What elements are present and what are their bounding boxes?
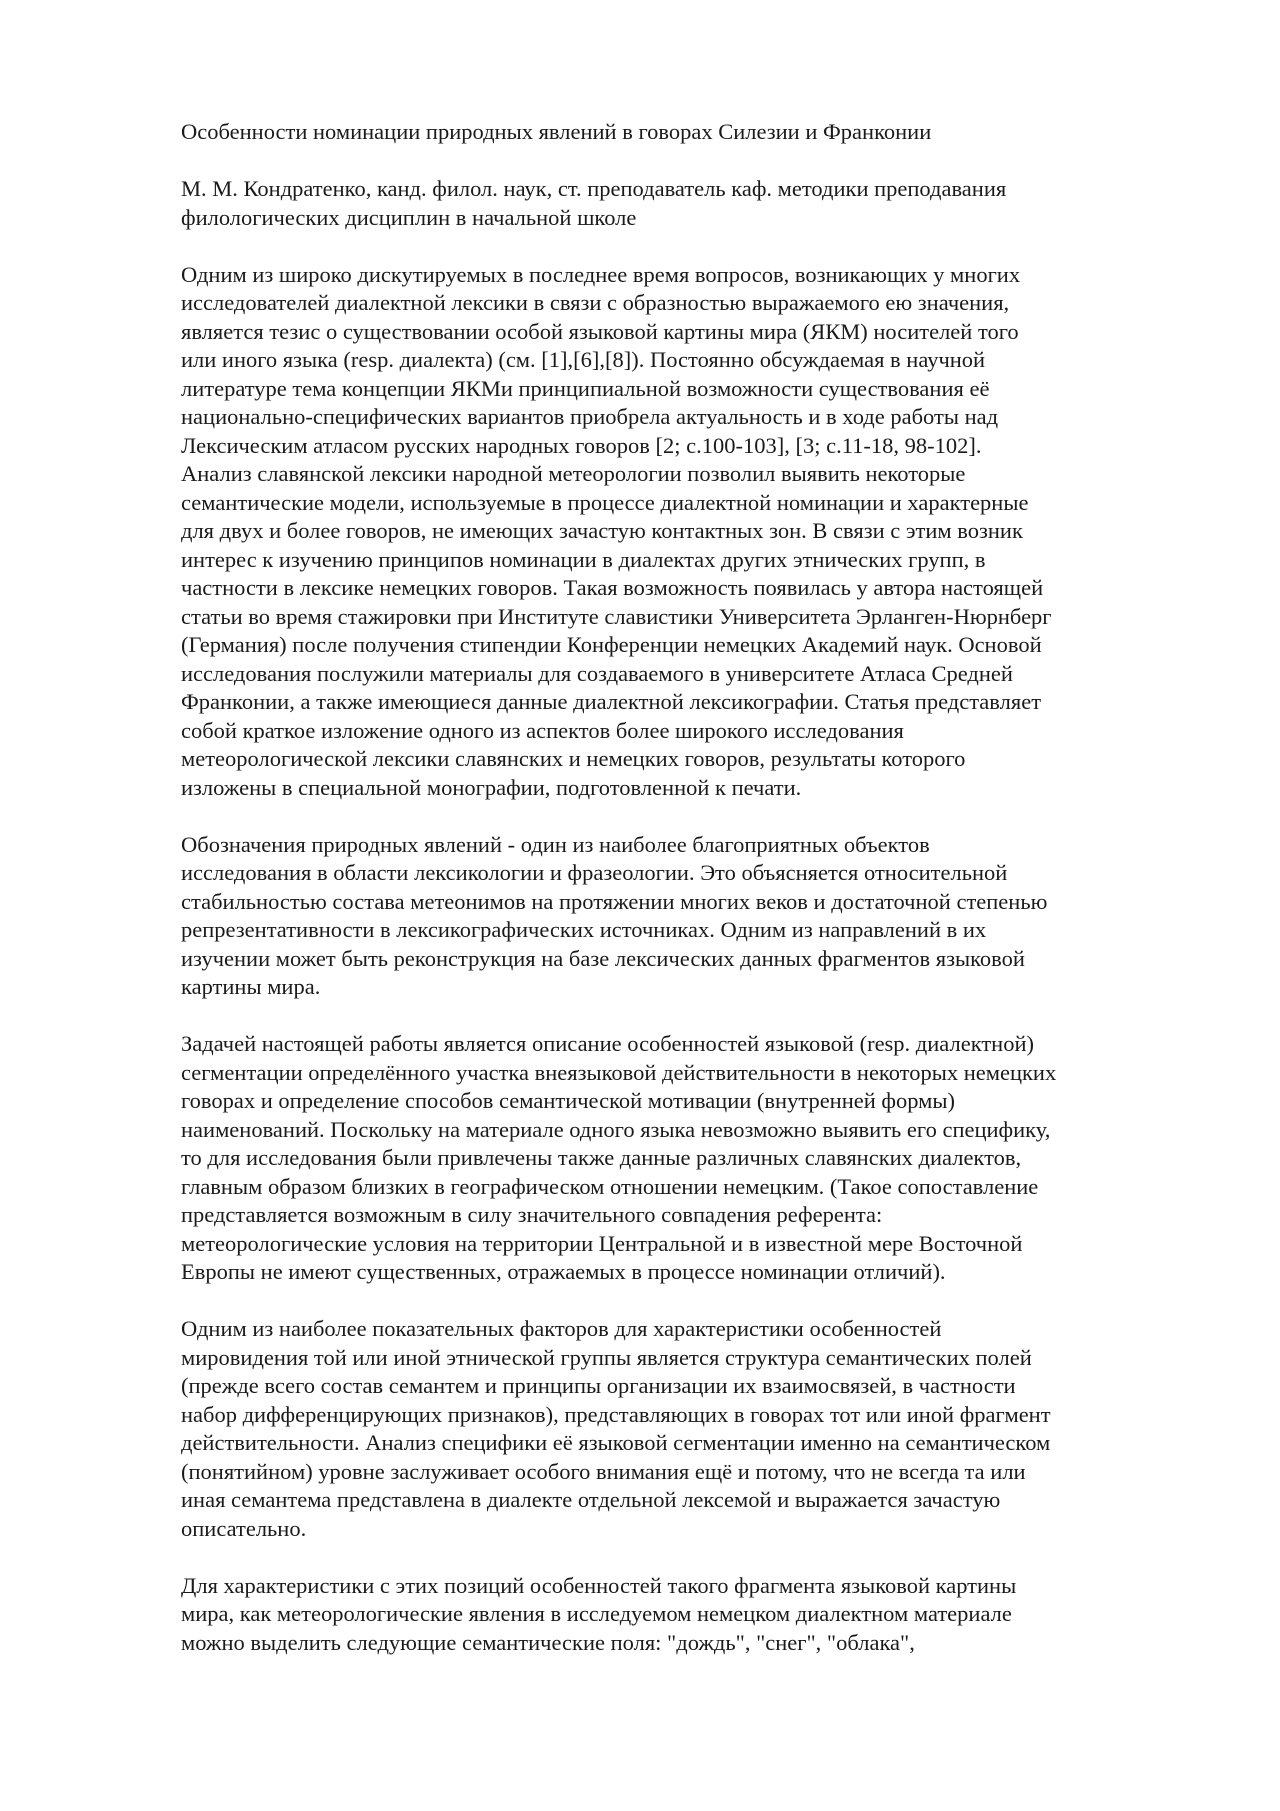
paragraph: Одним из наиболее показательных факторов для характеристики особенностей мировидения той или иной этнической группы является структура семантических полей (прежде всего состав семантем и принципы организации их взаимосвязей, в частности набор дифференцирующих признаков), представляющих в говорах тот или иной фрагмент действительности. Анализ специфики её языковой сегментации именно на семантическом (понятийном) уровне заслуживает особого внимания ещё и потому, что не всегда та или иная семантема представлена в диалекте отдельной лексемой и выражается зачастую описательно. bbox=[181, 1316, 1051, 1541]
author-line: М. М. Кондратенко, канд. филол. наук, ст. преподаватель каф. методики преподавания филологических дисциплин в начальной школе bbox=[181, 176, 1007, 230]
paragraph: Для характеристики с этих позиций особенностей такого фрагмента языковой картины мира, как метеорологические явления в исследуемом немецком диалектном материале можно выделить следующие семантические поля: "дождь", "снег", "облака", bbox=[181, 1572, 1017, 1655]
paragraph: Обозначения природных явлений - один из наиболее благоприятных объектов исследования в области лексикологии и фразеологии. Это объясняется относительной стабильностью состава метеонимов на протяжении многих веков и достаточной степенью репрезентативности в лексикографических источниках. Одним из направлений в их изучении может быть реконструкция на базе лексических данных фрагментов языковой картины мира. bbox=[181, 831, 1048, 999]
paragraph: Одним из широко дискутируемых в последнее время вопросов, возникающих у многих исследователей диалектной лексики в связи с образностью выражаемого ею значения, является тезис о существовании особой языковой картины мира (ЯКМ) носителей того или иного языка (resp. диалекта) (см. [1],[6],[8]). Постоянно обсуждаемая в научной литературе тема концепции ЯКМи принципиальной возможности существования её национально-специфических вариантов приобрела актуальность и в ходе работы над Лексическим атласом русских народных говоров [2; с.100-103], [3; с.11-18, 98-102]. Анализ славянской лексики народной метеорологии позволил выявить некоторые семантические модели, используемые в процессе диалектной номинации и характерные для двух и более говоров, не имеющих зачастую контактных зон. В связи с этим возник интерес к изучению принципов номинации в диалектах других этнических групп, в частности в лексике немецких говоров. Такая возможность появилась у автора настоящей статьи во время стажировки при Институте славистики Университета Эрланген-Нюрнберг (Германия) после получения стипендии Конференции немецких Академий наук. Основой исследования послужили материалы для создаваемого в университете Атласа Средней Франконии, а также имеющиеся данные диалектной лексикографии. Статья представляет собой краткое изложение одного из аспектов более широкого исследования метеорологической лексики славянских и немецких говоров, результаты которого изложены в специальной монографии, подготовленной к печати. bbox=[181, 261, 1052, 800]
document-title: Особенности номинации природных явлений в говорах Силезии и Франконии bbox=[181, 119, 932, 144]
document-page bbox=[181, 118, 1191, 1686]
paragraph: Задачей настоящей работы является описание особенностей языковой (resp. диалектной) сегментации определённого участка внеязыковой действительности в некоторых немецких говорах и определение способов семантической мотивации (внутренней формы) наименований. Поскольку на материале одного языка невозможно выявить его специфику, то для исследования были привлечены также данные различных славянских диалектов, главным образом близких в географическом отношении немецким. (Такое сопоставление представляется возможным в силу значительного совпадения референта: метеорологические условия на территории Центральной и в известной мере Восточной Европы не имеют существенных, отражаемых в процессе номинации отличий). bbox=[181, 1031, 1057, 1284]
